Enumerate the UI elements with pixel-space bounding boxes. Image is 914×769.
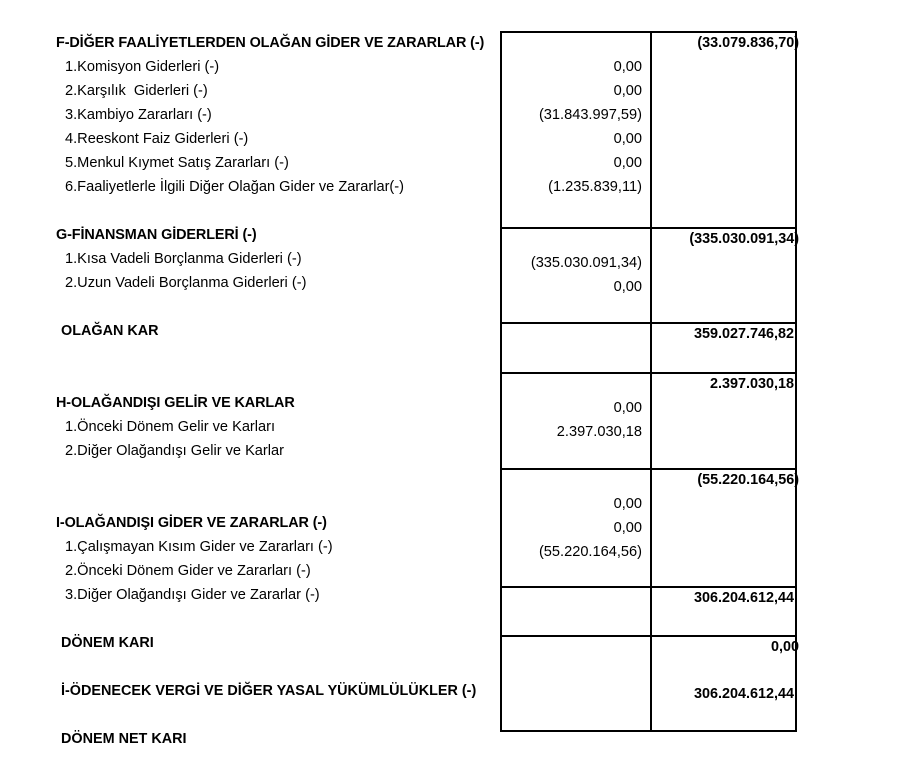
amounts-table — [500, 31, 797, 732]
section-heading-H: H-OLAĞANDIŞI GELİR VE KARLAR — [56, 395, 295, 411]
line-item-amount: 0,00 — [613, 83, 642, 99]
line-item-amount: (31.843.997,59) — [538, 107, 642, 123]
total-label-donem-kari: DÖNEM KARI — [61, 635, 154, 651]
section-total-G: (335.030.091,34) — [689, 231, 799, 247]
line-item-label: 2.Karşılık Giderleri (-) — [65, 83, 208, 99]
section-heading-I: I-OLAĞANDIŞI GİDER VE ZARARLAR (-) — [56, 515, 327, 531]
total-label-donem-net-kari: DÖNEM NET KARI — [61, 731, 187, 747]
section-total-H: 2.397.030,18 — [709, 376, 794, 392]
line-item-amount: (335.030.091,34) — [530, 255, 642, 271]
line-item-label: 1.Komisyon Giderleri (-) — [65, 59, 220, 75]
table-bottom-border — [500, 730, 797, 732]
line-item-amount: 0,00 — [613, 155, 642, 171]
line-item-label: 1.Kısa Vadeli Borçlanma Giderleri (-) — [65, 251, 302, 267]
row-spacer — [56, 463, 496, 487]
total-label-olagan-kar: OLAĞAN KAR — [61, 323, 159, 339]
line-item-label: 1.Çalışmayan Kısım Gider ve Zararları (-) — [65, 539, 333, 555]
row-spacer — [56, 199, 496, 223]
line-item-amount: 0,00 — [613, 520, 642, 536]
total-amount-donem-kari: 306.204.612,44 — [693, 590, 794, 606]
section-total-I: (55.220.164,56) — [697, 472, 799, 488]
line-item-amount: 0,00 — [613, 59, 642, 75]
row-spacer — [56, 703, 496, 727]
line-item-amount: (55.220.164,56) — [538, 544, 642, 560]
line-item-amount: 2.397.030,18 — [556, 424, 642, 440]
total-amount-odenecek-vergi: 0,00 — [770, 639, 799, 655]
line-item-amount: 0,00 — [613, 400, 642, 416]
line-item-label: 2.Uzun Vadeli Borçlanma Giderleri (-) — [65, 275, 307, 291]
line-item-amount: 0,00 — [613, 279, 642, 295]
line-item-label: 2.Önceki Dönem Gider ve Zararları (-) — [65, 563, 311, 579]
row-spacer — [56, 487, 496, 511]
total-amount-donem-net-kari: 306.204.612,44 — [693, 686, 794, 702]
line-item-label: 3.Kambiyo Zararları (-) — [65, 107, 212, 123]
row-spacer — [56, 343, 496, 367]
line-item-label: 4.Reeskont Faiz Giderleri (-) — [65, 131, 249, 147]
line-item-label: 6.Faaliyetlerle İlgili Diğer Olağan Gider ve Zararlar(-) — [65, 179, 405, 195]
line-item-amount: (1.235.839,11) — [548, 179, 642, 195]
section-total-F: (33.079.836,70) — [697, 35, 799, 51]
section-heading-F: F-DİĞER FAALİYETLERDEN OLAĞAN GİDER VE ZARARLAR (-) — [56, 35, 485, 51]
line-item-label: 1.Önceki Dönem Gelir ve Karları — [65, 419, 276, 435]
line-item-label: 5.Menkul Kıymet Satış Zararları (-) — [65, 155, 289, 171]
section-heading-G: G-FİNANSMAN GİDERLERİ (-) — [56, 227, 257, 243]
line-item-label: 3.Diğer Olağandışı Gider ve Zararlar (-) — [65, 587, 320, 603]
total-amount-olagan-kar: 359.027.746,82 — [693, 326, 794, 342]
row-spacer — [56, 607, 496, 631]
row-spacer — [56, 367, 496, 391]
row-spacer — [56, 295, 496, 319]
total-label-odenecek-vergi: İ-ÖDENECEK VERGİ VE DİĞER YASAL YÜKÜMLÜLÜKLER (-) — [61, 683, 477, 699]
line-item-amount: 0,00 — [613, 496, 642, 512]
line-item-labels — [56, 31, 496, 751]
row-spacer — [56, 655, 496, 679]
line-item-label: 2.Diğer Olağandışı Gelir ve Karlar — [65, 443, 284, 459]
line-item-amount: 0,00 — [613, 131, 642, 147]
